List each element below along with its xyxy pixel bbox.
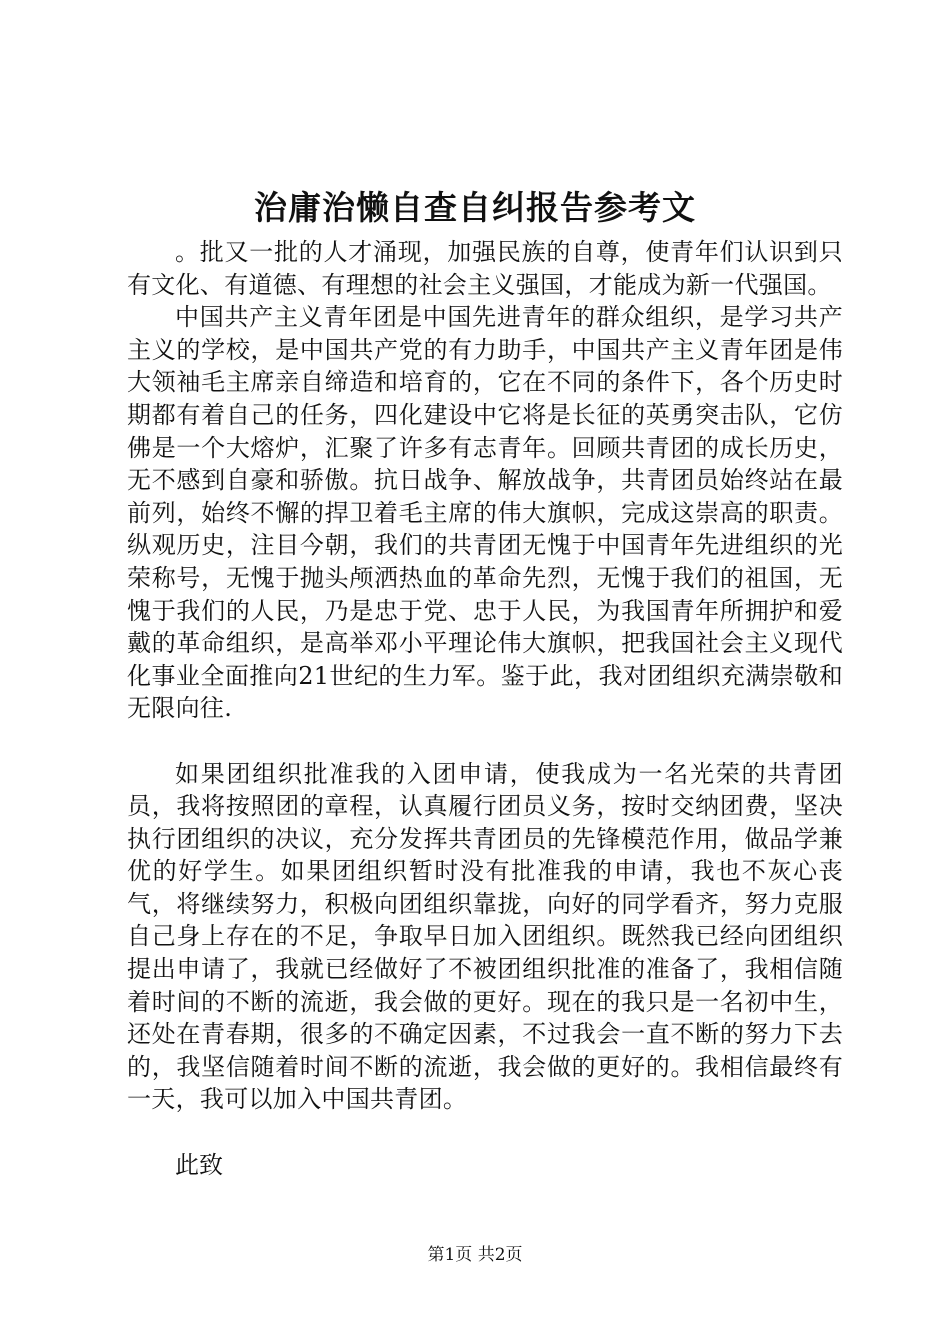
- document-title: 治庸治懒自查自纠报告参考文: [254, 188, 696, 227]
- paragraph-intro: 。批又一批的人才涌现，加强民族的自尊，使青年们认识到只有文化、有道德、有理想的社会主义强国，才能成为新一代强国。: [127, 238, 843, 299]
- closing-salutation: 此致: [175, 1150, 223, 1179]
- paragraph-gap: [127, 1116, 843, 1149]
- paragraph-youth-league: 中国共产主义青年团是中国先进青年的群众组织，是学习共产主义的学校，是中国共产党的有力助手，中国共产主义青年团是伟大领袖毛主席亲自缔造和培育的，它在不同的条件下，各个历史时期都有着自己的任务，四化建设中它将是长征的英勇突击队，它仿佛是一个大熔炉，汇聚了许多有志青年。回顾共青团的成长历史，无不感到自豪和骄傲。抗日战争、解放战争，共青团员始终站在最前列，始终不懈的捍卫着毛主席的伟大旗帜，完成这崇高的职责。纵观历史，注目今朝，我们的共青团无愧于中国青年先进组织的光荣称号，无愧于抛头颅洒热血的革命先烈，无愧于我们的祖国，无愧于我们的人民，乃是忠于党、忠于人民，为我国青年所拥护和爱戴的革命组织，是高举邓小平理论伟大旗帜，把我国社会主义现代化事业全面推向21世纪的生力军。鉴于此，我对团组织充满崇敬和无限向往.: [127, 303, 843, 723]
- page-footer: 第1页 共2页: [427, 1245, 523, 1265]
- document-body: [127, 236, 843, 1181]
- paragraph-gap: [127, 725, 843, 758]
- paragraph-application: 如果团组织批准我的入团申请，使我成为一名光荣的共青团员，我将按照团的章程，认真履行团员义务，按时交纳团费，坚决执行团组织的决议，充分发挥共青团员的先锋模范作用，做品学兼优的好学生。如果团组织暂时没有批准我的申请，我也不灰心丧气，将继续努力，积极向团组织靠拢，向好的同学看齐，努力克服自己身上存在的不足，争取早日加入团组织。既然我已经向团组织提出申请了，我就已经做好了不被团组织批准的准备了，我相信随着时间的不断的流逝，我会做的更好。现在的我只是一名初中生，还处在青春期，很多的不确定因素，不过我会一直不断的努力下去的，我坚信随着时间不断的流逝，我会做的更好的。我相信最终有一天，我可以加入中国共青团。: [127, 759, 843, 1114]
